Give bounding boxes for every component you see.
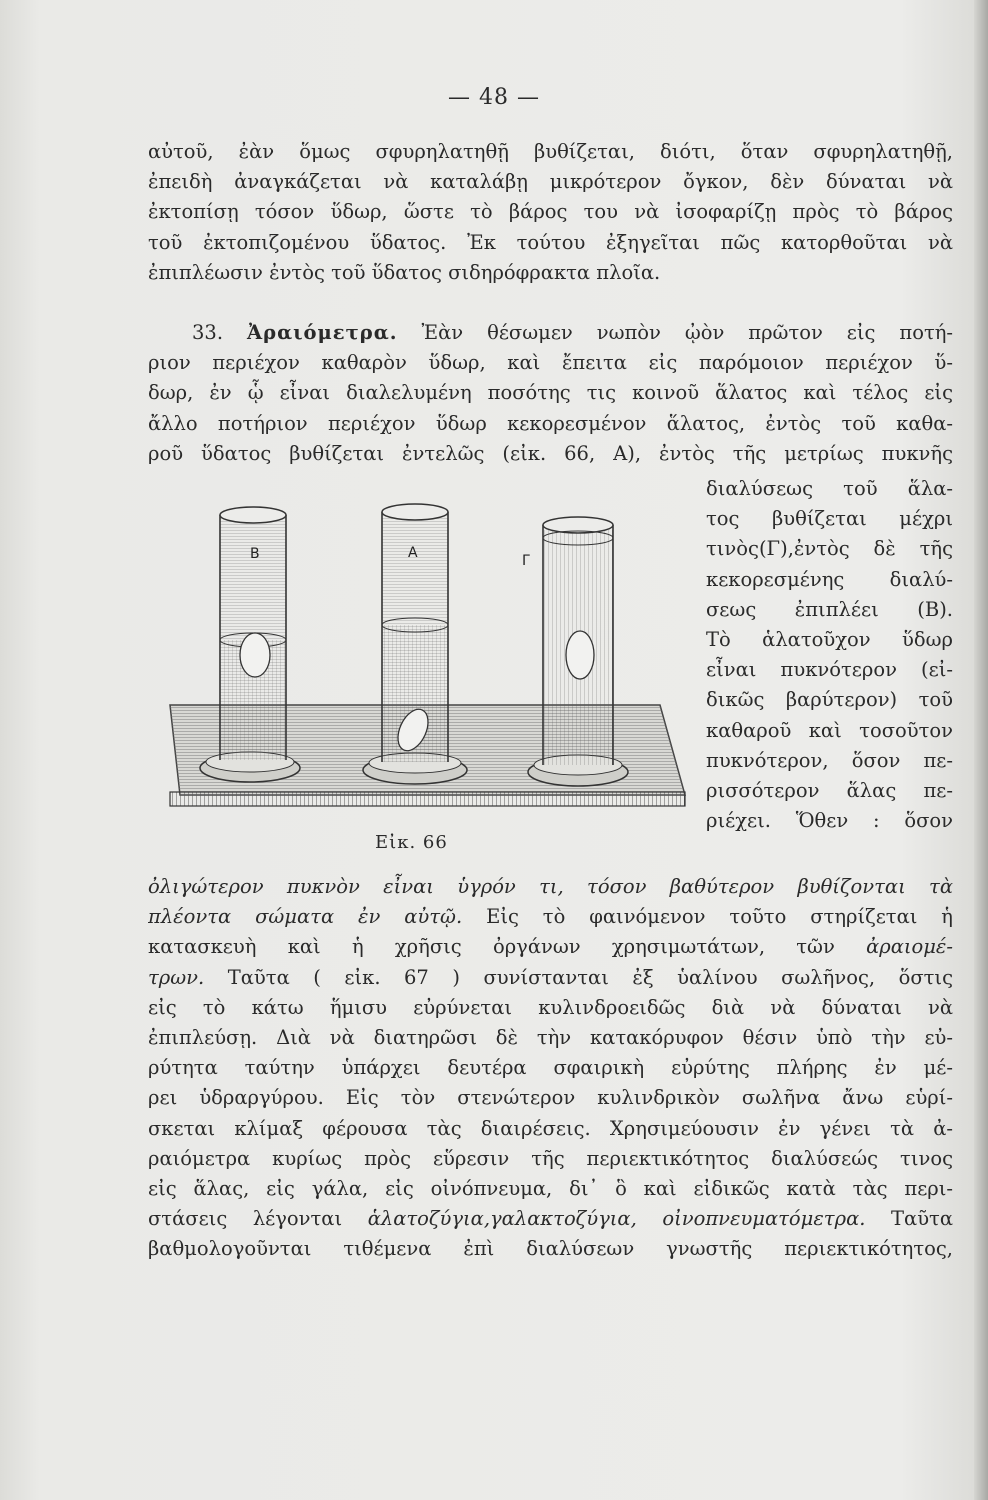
figure-caption: Εἰκ. 66	[375, 832, 448, 853]
text-line: εἶναι πυκνότερον (εἰ-	[706, 658, 953, 682]
text-line: σεως ἐπιπλέει (Β).	[706, 597, 953, 621]
text-line: δικῶς βαρύτερον) τοῦ	[706, 688, 953, 712]
text-line: ἐπιπλέωσιν ἐντὸς τοῦ ὕδατος σιδηρόφρακτα πλοῖα.	[148, 260, 661, 284]
text-line: βαθμολογοῦνται τιθέμενα ἐπὶ διαλύσεων γνωστῆς περιεκτικότητος,	[148, 1237, 953, 1261]
text-line: τινὸς(Γ),ἐντὸς δὲ τῆς	[706, 537, 953, 561]
text-line: ρύτητα ταύτην ὑπάρχει δευτέρα σφαιρικὴ εὐρύτης πλήρης ἐν μέ-	[148, 1056, 953, 1080]
section-33	[148, 318, 953, 469]
side-column	[706, 474, 953, 836]
section-first-line	[148, 318, 953, 348]
text-line: διαλύσεως τοῦ ἅλα-	[706, 477, 953, 500]
text-line: ἐπειδὴ ἀναγκάζεται νὰ καταλάβῃ μικρότερον ὄγκον, δὲν δύναται νὰ	[148, 170, 953, 194]
page-edge-shadow	[974, 0, 988, 1500]
text-line	[148, 963, 953, 993]
text-line: ὀλιγώτερον πυκνὸν εἶναι ὑγρόν τι, τόσον βαθύτερον βυθίζονται τὰ	[148, 875, 953, 898]
text-line: ρει ὑδραργύρου. Εἰς τὸν στενώτερον κυλινδρικὸν σωλῆνα ἄνω εὑρί-	[148, 1086, 953, 1110]
text-line	[148, 1204, 953, 1234]
text-line: καθαροῦ καὶ τοσοῦτον	[706, 718, 953, 742]
text-span: Ταῦτα	[891, 1207, 953, 1231]
text-line: ἐπιπλεύσῃ. Διὰ νὰ διατηρῶσι δὲ τὴν κατακόρυφον θέσιν ὑπὸ τὴν εὐ-	[148, 1025, 953, 1049]
section-heading: Ἀραιόμετρα.	[246, 321, 398, 344]
text-line: δωρ, ἐν ᾧ εἶναι διαλελυμένη ποσότης τις κοινοῦ ἅλατος καὶ τέλος εἰς	[148, 381, 953, 405]
text-italic: τρων.	[148, 965, 205, 989]
text-line: ἐκτοπίσῃ τόσον ὕδωρ, ὥστε τὸ βάρος του νὰ ἰσοφαρίζῃ πρὸς τὸ βάρος	[148, 200, 953, 224]
text-line	[148, 902, 953, 932]
text-line: τος βυθίζεται μέχρι	[706, 507, 953, 531]
text-line: ριέχει. Ὅθεν : ὅσον	[706, 809, 953, 833]
label-a: Α	[408, 545, 418, 561]
text-line: ραιόμετρα κυρίως πρὸς εὕρεσιν τῆς περιεκτικότητος διαλύσεώς τινος	[148, 1146, 953, 1170]
section-number: 33.	[192, 321, 224, 344]
text-line: αὐτοῦ, ἐὰν ὅμως σφυρηλατηθῇ βυθίζεται, διότι, ὅταν σφυρηλατηθῇ,	[148, 140, 953, 163]
text-italic: ἀραιομέ-	[866, 935, 953, 959]
text-span: Εἰς τὸ φαινόμενον τοῦτο στηρίζεται ἡ	[486, 905, 953, 929]
text-line: ρισσότερον ἅλας πε-	[706, 778, 953, 802]
text-line: ροῦ ὕδατος βυθίζεται ἐντελῶς (εἰκ. 66, Α), ἐντὸς τῆς μετρίως πυκνῆς	[148, 441, 953, 465]
text-span: Ταῦτα ( εἰκ. 67 ) συνίστανται ἐξ ὑαλίνου σωλῆνος, ὅστις	[227, 965, 953, 989]
text-line	[148, 932, 953, 962]
text-line: εἰς τὸ κάτω ἥμισυ εὐρύνεται κυλινδροειδῶς διὰ νὰ δύναται νὰ	[148, 995, 953, 1019]
section-first-line-text: Ἐὰν θέσωμεν νωπὸν ᾠὸν πρῶτον εἰς ποτή-	[421, 321, 953, 344]
text-italic: πλέοντα σώματα ἐν αὐτῷ.	[148, 905, 463, 929]
text-line: ἄλλο ποτήριον περιέχον ὕδωρ κεκορεσμένον ἅλατος, ἐντὸς τοῦ καθα-	[148, 411, 953, 435]
paragraph-intro	[148, 137, 953, 288]
text-line: τοῦ ἐκτοπιζομένου ὕδατος. Ἐκ τούτου ἐξηγεῖται πῶς κατορθοῦται νὰ	[148, 230, 953, 254]
text-line: Τὸ ἁλατοῦχον ὕδωρ	[706, 627, 953, 651]
text-span: στάσεις λέγονται	[148, 1207, 343, 1231]
label-g: Γ	[522, 553, 530, 569]
text-line: πυκνότερον, ὅσον πε-	[706, 748, 953, 772]
text-line: ριον περιέχον καθαρὸν ὕδωρ, καὶ ἔπειτα εἰς παρόμοιον περιέχον ὕ-	[148, 351, 953, 375]
text-span: κατασκευὴ καὶ ἡ χρῆσις ὀργάνων χρησιμωτάτων, τῶν	[148, 935, 835, 959]
label-b: Β	[250, 546, 260, 562]
text-line: σκεται κλίμαξ φέρουσα τὰς διαιρέσεις. Χρησιμεύουσιν ἐν γένει τὰ ἀ-	[148, 1116, 953, 1140]
text-line: εἰς ἅλας, εἰς γάλα, εἰς οἰνόπνευμα, δι᾽ ὃ καὶ εἰδικῶς κατὰ τὰς περι-	[148, 1176, 953, 1200]
page-number: — 48 —	[448, 85, 540, 110]
text-line: κεκορεσμένης διαλύ-	[706, 567, 953, 591]
text-italic: ἁλατοζύγια,γαλακτοζύγια, οἰνοπνευματόμετρα.	[367, 1207, 866, 1231]
paragraph-after-figure	[148, 872, 953, 1264]
figure-66-glasses	[160, 490, 700, 830]
